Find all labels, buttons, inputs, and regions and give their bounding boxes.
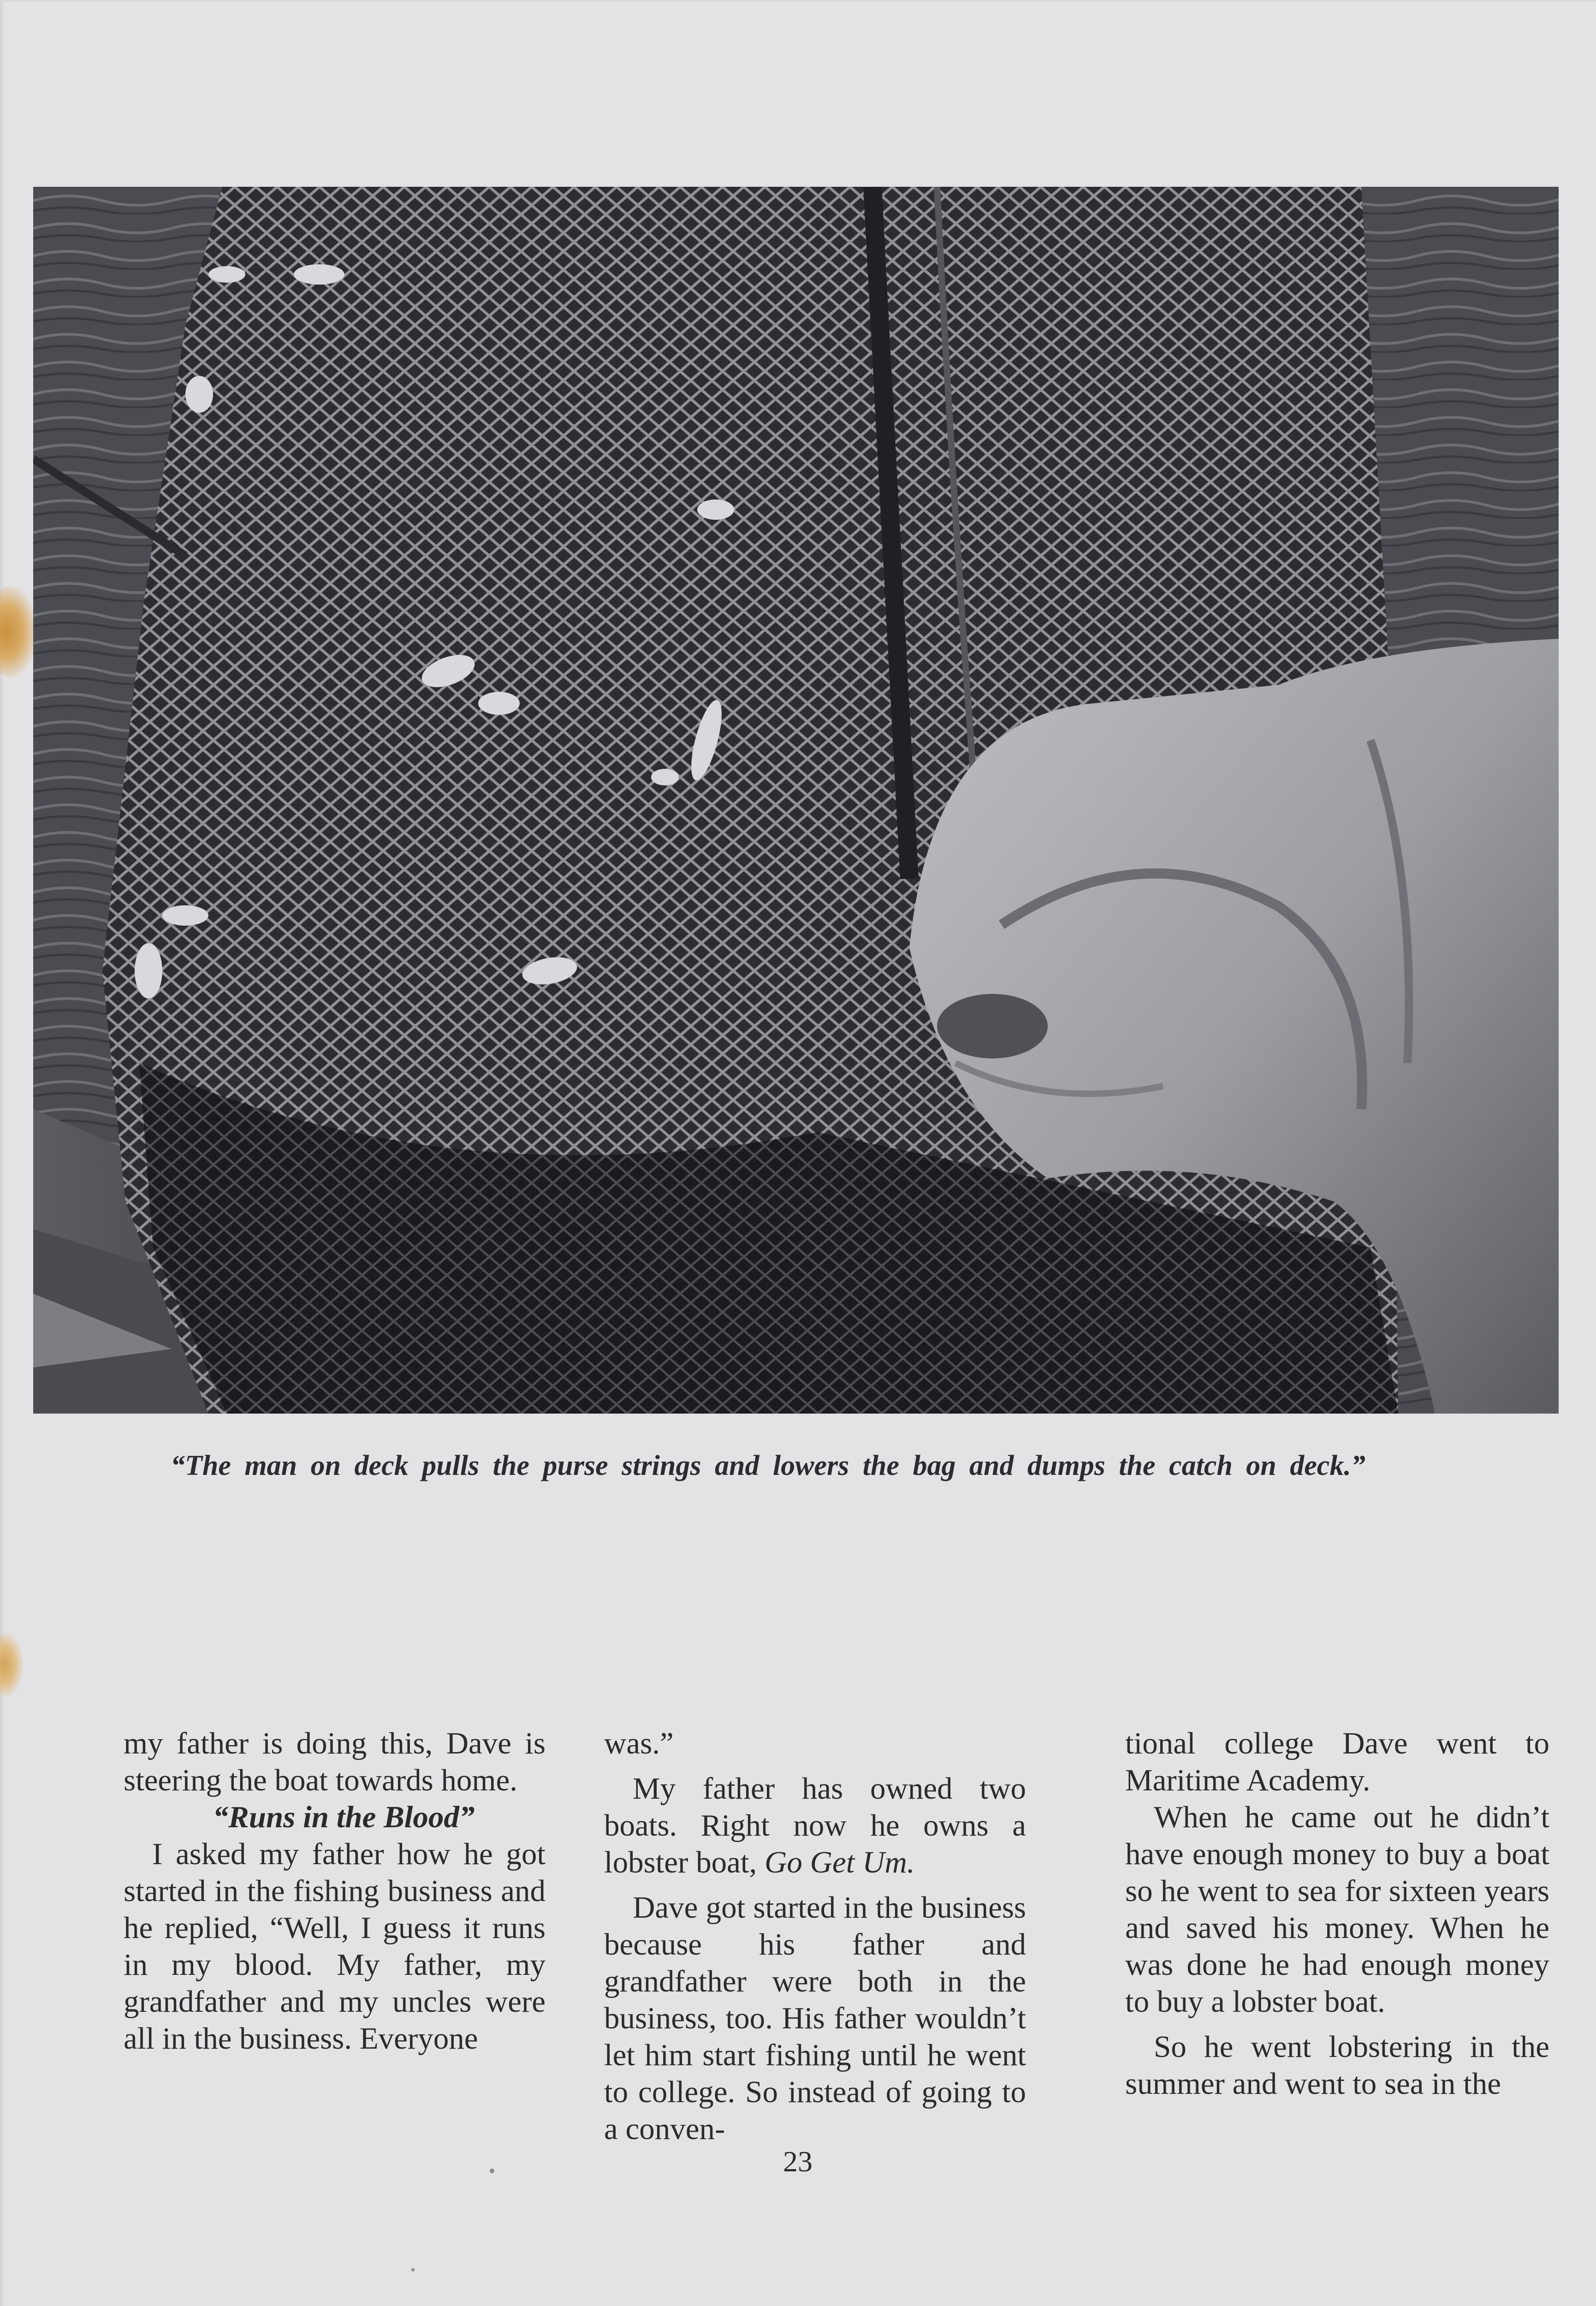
paper-speck	[490, 2169, 494, 2173]
paragraph: So he went lobstering in the summer and went to sea in the	[1125, 2030, 1549, 2101]
photo-caption: “The man on deck pulls the purse strings and lowers the bag and dumps the catch on deck.”	[171, 1450, 1365, 1481]
photo-fishing-net-icon	[33, 187, 1559, 1414]
text-column-3	[1125, 1725, 1549, 2102]
text-column-1	[124, 1725, 546, 2057]
paper-speck	[411, 2268, 415, 2271]
paragraph: Dave got started in the business because his father and grandfather were both in the business, too. His father wouldn’t let him start fishing until he went to college. So instead of going to a conven-	[604, 1890, 1026, 2146]
text-column-2	[604, 1725, 1026, 2147]
paragraph: my father is doing this, Dave is steering the boat towards home.	[124, 1726, 546, 1797]
fishing-net-photo	[33, 187, 1559, 1414]
paragraph-text: My father has owned two boats. Right now he owns a lobster boat,	[604, 1771, 1026, 1879]
paragraph: was.”	[604, 1726, 674, 1760]
boat-name: Go Get Um.	[764, 1845, 915, 1879]
paragraph: tional college Dave went to Maritime Academy.	[1125, 1726, 1549, 1797]
section-subheading: “Runs in the Blood”	[213, 1800, 475, 1834]
paragraph: I asked my father how he got started in the fishing business and he replied, “Well, I guess it runs in my blood. My father, my grandfather and my uncles were all in the business. Everyone	[124, 1837, 546, 2056]
page-number: 23	[783, 2145, 813, 2178]
paragraph	[604, 1770, 1026, 1881]
paragraph: When he came out he didn’t have enough money to buy a boat so he went to sea for sixteen years and saved his money. When he was done he had enough money to buy a lobster boat.	[1125, 1800, 1549, 2019]
